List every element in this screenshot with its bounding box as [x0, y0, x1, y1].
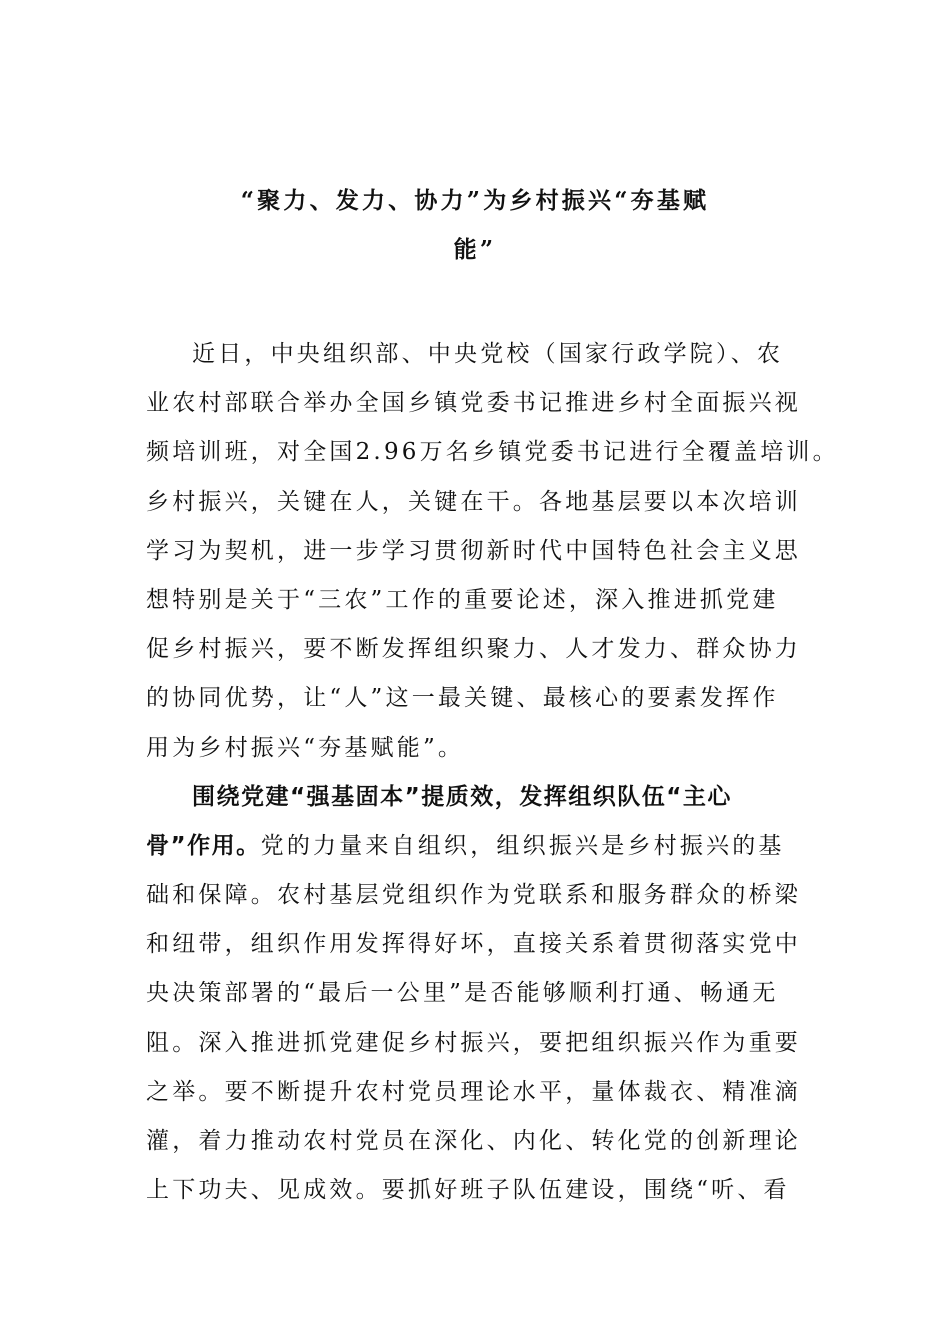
- paragraph-line: 学习为契机，进一步学习贯彻新时代中国特色社会主义思: [146, 537, 801, 564]
- paragraph-line: 阻。深入推进抓党建促乡村振兴，要把组织振兴作为重要: [146, 1029, 801, 1056]
- paragraph-line: [146, 822, 826, 871]
- paragraph-line: 乡村振兴，关键在人，关键在干。各地基层要以本次培训: [146, 488, 801, 515]
- paragraph-line: 近日，中央组织部、中央党校（国家行政学院）、农: [192, 341, 784, 367]
- paragraph-line: 础和保障。农村基层党组织作为党联系和服务群众的桥梁: [146, 882, 801, 909]
- title-line: 能”: [453, 236, 497, 264]
- paragraph-line: 之举。要不断提升农村党员理论水平，量体裁衣、精准滴: [146, 1078, 801, 1105]
- paragraph-line: 的协同优势，让“人”这一最关键、最核心的要素发挥作: [146, 685, 779, 712]
- paragraph-line: 频培训班，对全国2.96万名乡镇党委书记进行全覆盖培训。: [146, 439, 839, 466]
- paragraph-line: 和纽带，组织作用发挥得好坏，直接关系着贯彻落实党中: [146, 931, 801, 958]
- paragraph-text: 党的力量来自组织，组织振兴是乡村振兴的基: [260, 832, 785, 859]
- paragraph-line: 想特别是关于“三农”工作的重要论述，深入推进抓党建: [146, 586, 779, 613]
- section-heading-end: 骨”作用。: [146, 832, 261, 859]
- paragraph-line: 用为乡村振兴“夯基赋能”。: [146, 734, 465, 761]
- title-line: “聚力、发力、协力”为乡村振兴“夯基赋: [240, 187, 710, 214]
- paragraph-line: 促乡村振兴，要不断发挥组织聚力、人才发力、群众协力: [146, 636, 801, 663]
- document-title: [140, 176, 810, 274]
- section-heading: 围绕党建“强基固本”提质效，发挥组织队伍“主心: [192, 783, 732, 810]
- paragraph-line: 上下功夫、见成效。要抓好班子队伍建设，围绕“听、看: [146, 1177, 790, 1204]
- paragraph-line: 业农村部联合举办全国乡镇党委书记推进乡村全面振兴视: [146, 390, 801, 417]
- paragraph-line: 灌，着力推动农村党员在深化、内化、转化党的创新理论: [146, 1128, 801, 1154]
- paragraph-line: 央决策部署的“最后一公里”是否能够顺利打通、畅通无: [146, 980, 779, 1007]
- document-body: [146, 330, 839, 1215]
